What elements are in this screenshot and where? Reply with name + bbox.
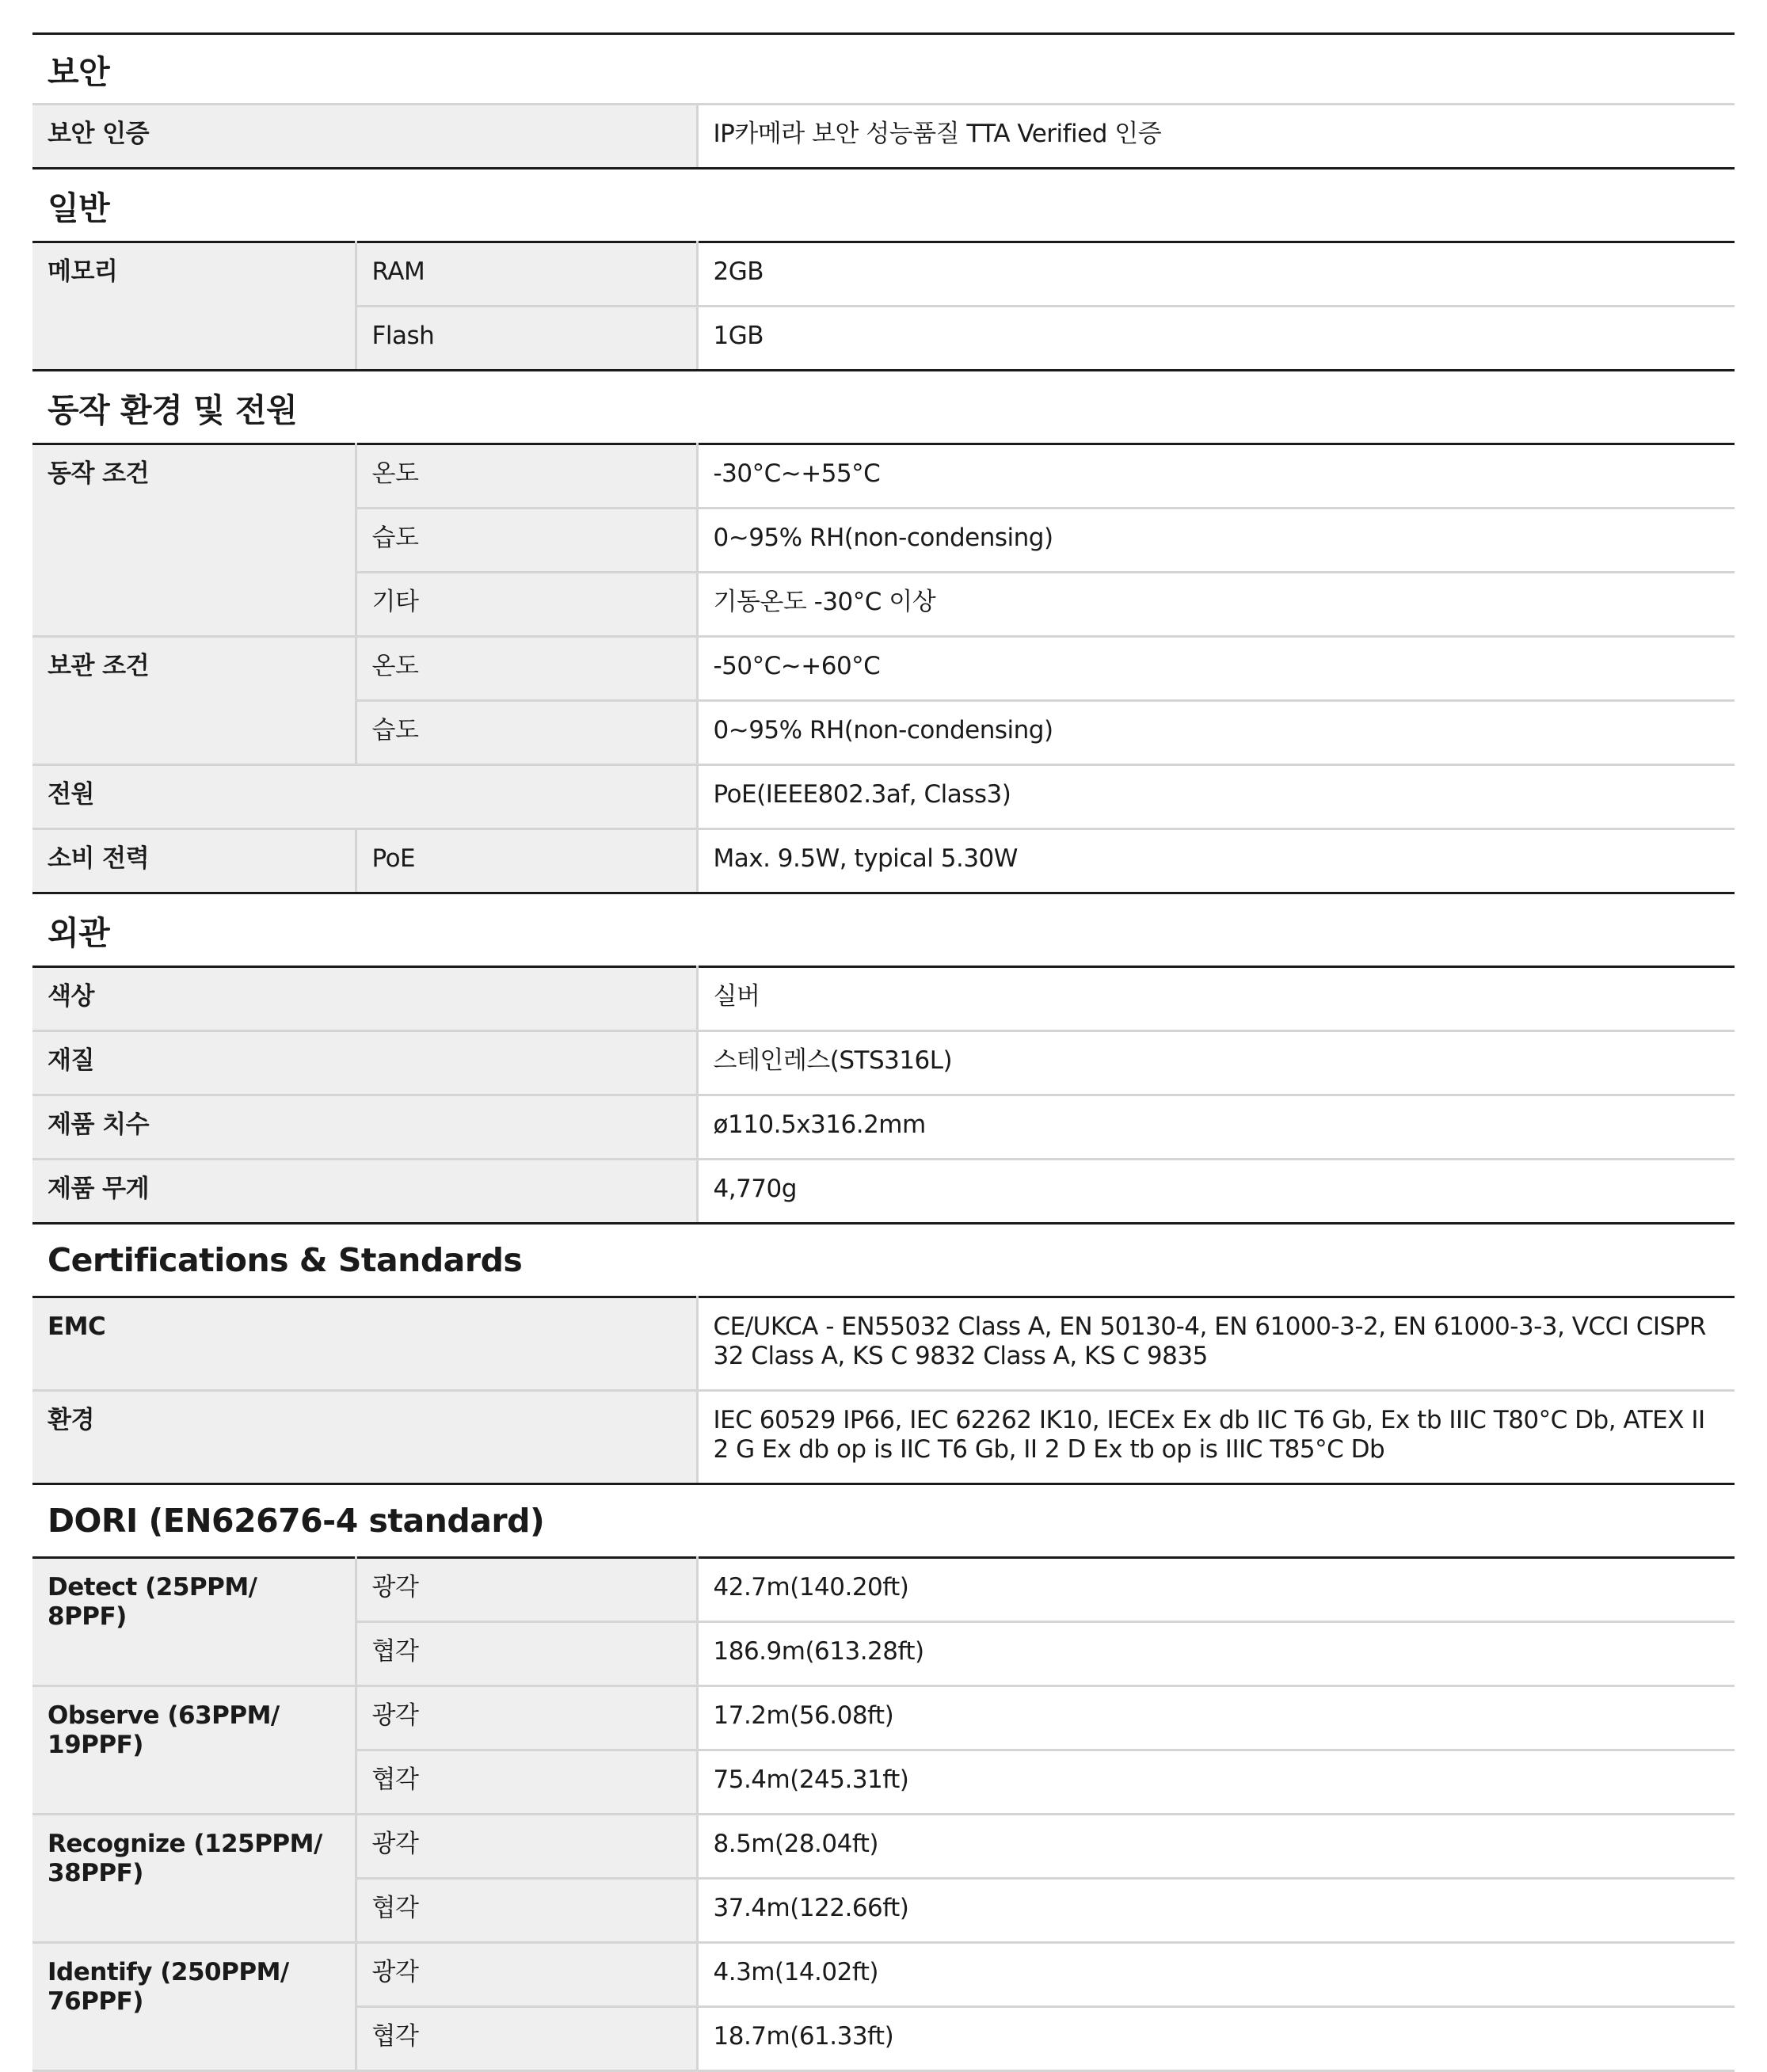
row-label: 제품 무게 — [32, 1160, 697, 1224]
row-sublabel: 광각 — [356, 1815, 697, 1879]
spec-table — [32, 32, 1735, 2072]
row-sublabel: 협각 — [356, 1622, 697, 1686]
table-row — [32, 1095, 1735, 1160]
row-label: 메모리 — [32, 242, 356, 371]
row-label: Observe (63PPM/ 19PPF) — [32, 1686, 356, 1815]
row-value: 8.5m(28.04ft) — [697, 1815, 1735, 1879]
row-value: 0~95% RH(non-condensing) — [697, 701, 1735, 765]
row-label: EMC — [32, 1297, 697, 1391]
spec-sheet — [32, 32, 1735, 2072]
row-value: 4.3m(14.02ft) — [697, 1943, 1735, 2007]
row-value: IP카메라 보안 성능품질 TTA Verified 인증 — [697, 105, 1735, 169]
row-value: 실버 — [697, 967, 1735, 1031]
row-sublabel: 습도 — [356, 701, 697, 765]
table-row — [32, 637, 1735, 701]
row-value: 스테인레스(STS316L) — [697, 1031, 1735, 1095]
row-label: Detect (25PPM/ 8PPF) — [32, 1558, 356, 1686]
row-sublabel: 기타 — [356, 573, 697, 637]
table-row — [32, 1297, 1735, 1391]
row-sublabel: 협각 — [356, 1879, 697, 1943]
section-header-general — [32, 169, 1735, 242]
table-row — [32, 1686, 1735, 1750]
row-value: 75.4m(245.31ft) — [697, 1750, 1735, 1815]
row-value: 4,770g — [697, 1160, 1735, 1224]
row-value: -50°C~+60°C — [697, 637, 1735, 701]
table-row — [32, 1160, 1735, 1224]
row-label: 재질 — [32, 1031, 697, 1095]
section-title: 동작 환경 및 전원 — [32, 371, 1735, 444]
row-label: 제품 치수 — [32, 1095, 697, 1160]
row-value: CE/UKCA - EN55032 Class A, EN 50130-4, EN 61000-3-2, EN 61000-3-3, VCCI CISPR 32 Class A, KS C 9832 Class A, KS C 9835 — [697, 1297, 1735, 1391]
row-sublabel: RAM — [356, 242, 697, 307]
row-label: Identify (250PPM/ 76PPF) — [32, 1943, 356, 2071]
section-header-dori — [32, 1484, 1735, 1558]
section-title: 보안 — [32, 34, 1735, 105]
row-label: 보안 인증 — [32, 105, 697, 169]
table-row — [32, 967, 1735, 1031]
table-row — [32, 242, 1735, 307]
table-row — [32, 1031, 1735, 1095]
row-label: 환경 — [32, 1391, 697, 1484]
row-value: PoE(IEEE802.3af, Class3) — [697, 765, 1735, 829]
row-sublabel: 온도 — [356, 444, 697, 508]
row-sublabel: 협각 — [356, 1750, 697, 1815]
section-header-environment — [32, 371, 1735, 444]
row-value: 42.7m(140.20ft) — [697, 1558, 1735, 1622]
row-sublabel: 온도 — [356, 637, 697, 701]
row-sublabel: 습도 — [356, 508, 697, 573]
section-title: Certifications & Standards — [32, 1224, 1735, 1297]
row-sublabel: PoE — [356, 829, 697, 893]
row-value: ø110.5x316.2mm — [697, 1095, 1735, 1160]
row-label: 소비 전력 — [32, 829, 356, 893]
table-row — [32, 1558, 1735, 1622]
row-sublabel: 광각 — [356, 1686, 697, 1750]
row-label: 동작 조건 — [32, 444, 356, 637]
table-row — [32, 444, 1735, 508]
row-value: 18.7m(61.33ft) — [697, 2007, 1735, 2071]
row-value: 37.4m(122.66ft) — [697, 1879, 1735, 1943]
table-row — [32, 765, 1735, 829]
row-value: 1GB — [697, 307, 1735, 371]
row-value: 0~95% RH(non-condensing) — [697, 508, 1735, 573]
table-row — [32, 105, 1735, 169]
row-label: 보관 조건 — [32, 637, 356, 765]
row-value: 186.9m(613.28ft) — [697, 1622, 1735, 1686]
table-row — [32, 1815, 1735, 1879]
row-value: -30°C~+55°C — [697, 444, 1735, 508]
table-row — [32, 1391, 1735, 1484]
row-value: Max. 9.5W, typical 5.30W — [697, 829, 1735, 893]
row-sublabel: 광각 — [356, 1943, 697, 2007]
row-value: 2GB — [697, 242, 1735, 307]
row-value: 기동온도 -30°C 이상 — [697, 573, 1735, 637]
row-label: Recognize (125PPM/ 38PPF) — [32, 1815, 356, 1943]
table-row — [32, 1943, 1735, 2007]
table-row — [32, 829, 1735, 893]
row-value: IEC 60529 IP66, IEC 62262 IK10, IECEx Ex db IIC T6 Gb, Ex tb IIIC T80°C Db, ATEX II 2 G Ex db op is IIC T6 Gb, II 2 D Ex tb op is IIIC T85°C Db — [697, 1391, 1735, 1484]
section-title: DORI (EN62676-4 standard) — [32, 1484, 1735, 1558]
row-label: 색상 — [32, 967, 697, 1031]
row-label: 전원 — [32, 765, 697, 829]
row-value: 17.2m(56.08ft) — [697, 1686, 1735, 1750]
section-header-security — [32, 34, 1735, 105]
section-title: 일반 — [32, 169, 1735, 242]
section-header-certifications — [32, 1224, 1735, 1297]
row-sublabel: Flash — [356, 307, 697, 371]
section-header-exterior — [32, 893, 1735, 967]
row-sublabel: 광각 — [356, 1558, 697, 1622]
row-sublabel: 협각 — [356, 2007, 697, 2071]
section-title: 외관 — [32, 893, 1735, 967]
